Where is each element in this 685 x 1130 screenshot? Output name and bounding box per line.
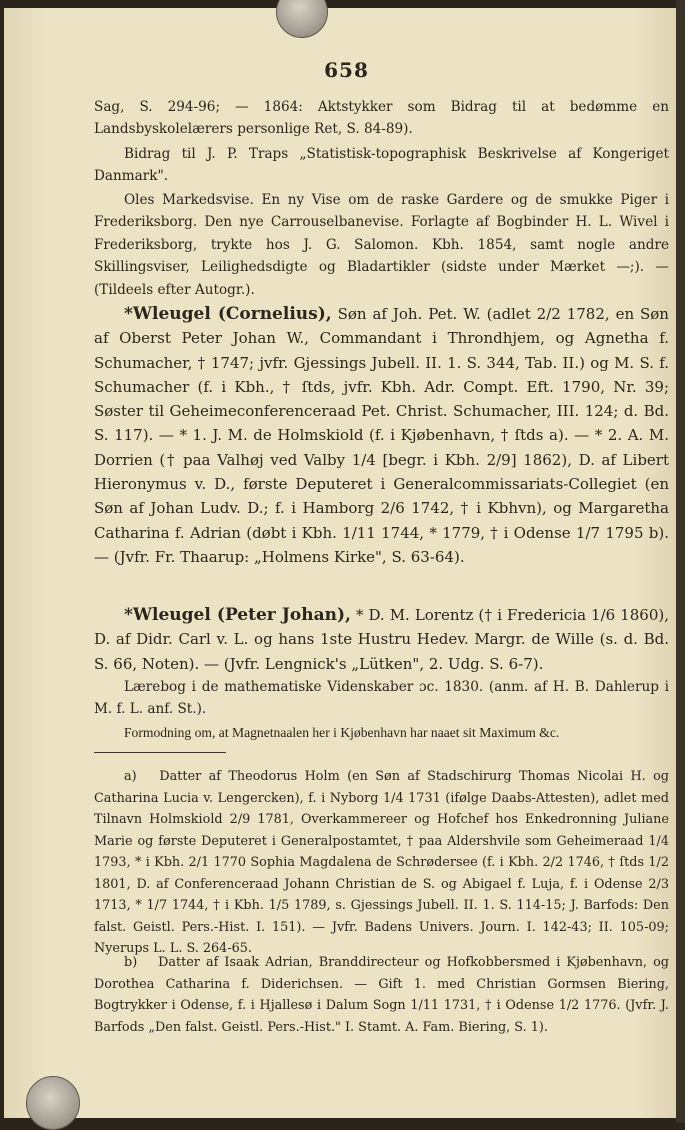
paragraph-text: Sag, S. 294-96; — 1864: Aktstykker som Bidrag til at bedømme en Landsbyskolelærers personlige Ret, S. 84-89). (94, 99, 669, 138)
paragraph-trap-contribution (94, 143, 669, 188)
entry-text: * D. M. Lorentz († i Fredericia 1/6 1860), D. af Didr. Carl v. L. og hans 1ste Hustru Hedev. Margr. de Wille (s. d. Bd. S. 66, Noten). — (Jvfr. Lengnick's „Lütken", 2. Udg. S. 6-7). (94, 606, 669, 673)
footnote-divider (94, 752, 226, 753)
paragraph-continuation (94, 96, 669, 141)
paragraph-markedsvise (94, 189, 669, 301)
footnote-label: a) (124, 769, 137, 784)
book-edge (676, 0, 685, 1123)
entry-text: Søn af Joh. Pet. W. (adlet 2/2 1782, en Søn af Oberst Peter Johan W., Commandant i Throndhjem, og Agnetha f. Schumacher, † 1747; jvfr. Gjessings Jubell. II. 1. S. 344, Tab. II.) og M. S. f. Schumacher (f. i Kbh., † ſtds, jvfr. Kbh. Adr. Compt. Eft. 1790, Nr. 39; Søster til Geheimeconferenceraad Pet. Christ. Schumacher, III. 124; d. Bd. S. 117). — * 1. J. M. de Holmskiold (f. i Kjøbenhavn, † ſtds a). — * 2. A. M. Dorrien († paa Valhøj ved Valby 1/4 [begr. i Kbh. 2/9] 1862), D. af Libert Hieronymus v. D., første Deputeret i Generalcommissariats-Collegiet (en Søn af Johan Ludv. D.; f. i Hamborg 2/6 1742, † i Kbhvn), og Margaretha Catharina f. Adrian (døbt i Kbh. 1/11 1744, * 1779, † i Odense 1/7 1795 b). — (Jvfr. Fr. Thaarup: „Holmens Kirke", S. 63-64). (94, 305, 669, 566)
page-number: 658 (324, 58, 369, 82)
footnote-label: b) (124, 955, 138, 970)
entry-heading: *Wleugel (Cornelius), (124, 304, 332, 324)
footnote-b (94, 952, 669, 1038)
entry-cornelius (94, 302, 669, 569)
paragraph-text: Formodning om, at Magnetnaalen her i Kjøbenhavn har naaet sit Maximum &c. (124, 725, 560, 740)
paragraph-text: Oles Markedsvise. En ny Vise om de raske Gardere og de smukke Piger i Frederiksborg. Den nye Carrouselbanevise. Forlagte af Bogbinder H. L. Wivel i Frederiksborg, trykte hos J. G. Salomon. Kbh. 1854, samt nogle andre Skillingsviser, Leilighedsdigte og Bladartikler (sidste under Mærket —;). — (Tildeels efter Autogr.). (94, 192, 669, 298)
footnote-a (94, 766, 669, 960)
entry-peter-johan (94, 603, 669, 676)
book-page (4, 8, 676, 1118)
footnote-text: Datter af Isaak Adrian, Branddirecteur og Hofkobbersmed i Kjøbenhavn, og Dorothea Catharina f. Diderichsen. — Gift 1. med Christian Gormsen Biering, Bogtrykker i Odense, f. i Hjallesø i Dalum Sogn 1/11 1731, † i Odense 1/2 1776. (Jvfr. J. Barfods „Den falst. Geistl. Pers.-Hist." I. Stamt. A. Fam. Biering, S. 1). (94, 955, 669, 1035)
paragraph-magnetnaal (94, 722, 669, 744)
paragraph-laerebog (94, 676, 669, 721)
paragraph-text: Bidrag til J. P. Traps „Statistisk-topographisk Beskrivelse af Kongeriget Danmark". (94, 146, 669, 185)
scanner-clip-bottom (26, 1076, 80, 1130)
footnote-text: Datter af Theodorus Holm (en Søn af Stadschirurg Thomas Nicolai H. og Catharina Lucia v. Lengercken), f. i Nyborg 1/4 1731 (ifølge Daabs-Attesten), adlet med Tilnavn Holmskiold 2/9 1781, Overkammereer og Hofchef hos Enkedronning Juliane Marie og første Deputeret i Generalpostamtet, † paa Aldershvile som Geheimeraad 1/4 1793, * i Kbh. 2/1 1770 Sophia Magdalena de Schrødersee (f. i Kbh. 2/2 1746, † ſtds 1/2 1801, D. af Conferenceraad Johann Christian de S. og Abigael f. Luja, f. i Odense 2/3 1713, * 1/7 1744, † i Kbh. 1/5 1789, s. Gjessings Jubell. II. 1. S. 114-15; J. Barfods: Den falst. Geistl. Pers.-Hist. I. 151). — Jvfr. Badens Univers. Journ. I. 142-43; II. 105-09; Nyerups L. L. S. 264-65. (94, 769, 669, 956)
entry-heading: *Wleugel (Peter Johan), (124, 605, 351, 625)
paragraph-text: Lærebog i de mathematiske Videnskaber ɔc. 1830. (anm. af H. B. Dahlerup i M. f. L. anf. St.). (94, 679, 669, 718)
